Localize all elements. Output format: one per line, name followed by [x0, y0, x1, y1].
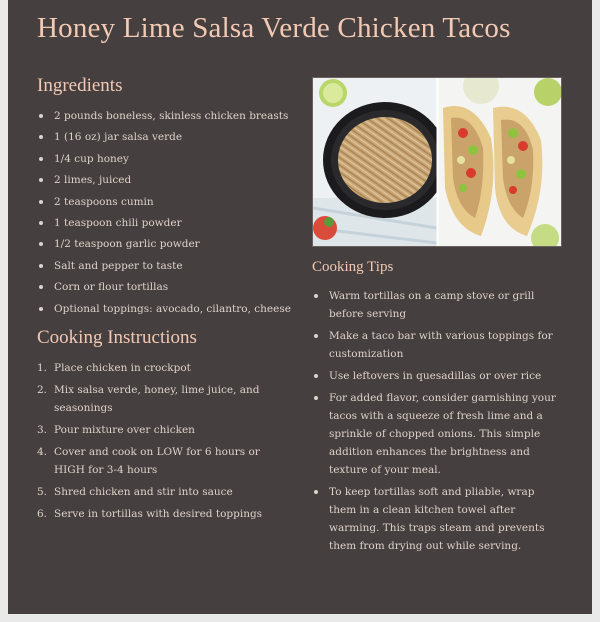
- list-item: 2 limes, juiced: [37, 171, 287, 192]
- tips-heading: Cooking Tips: [312, 259, 394, 275]
- photo-illustration-icon: [313, 78, 561, 246]
- page-title: Honey Lime Salsa Verde Chicken Tacos: [37, 12, 511, 44]
- list-item: 2 teaspoons cumin: [37, 193, 287, 214]
- list-item: [37, 381, 285, 417]
- recipe-page: [8, 0, 592, 614]
- step-number: 4.: [37, 446, 48, 458]
- list-item: Warm tortillas on a camp stove or grill before serving: [312, 287, 562, 323]
- ingredients-list: [37, 107, 291, 321]
- list-item: [37, 359, 285, 377]
- list-item: To keep tortillas soft and pliable, wrap them in a clean kitchen towel after warming. This traps steam and prevents them from drying out while serving.: [312, 483, 562, 555]
- list-item: Use leftovers in quesadillas or over rice: [312, 367, 562, 385]
- tips-list: [312, 287, 562, 559]
- step-number: 6.: [37, 508, 48, 520]
- step-number: 2.: [37, 384, 48, 396]
- instructions-list: [37, 359, 285, 527]
- step-number: 5.: [37, 486, 48, 498]
- step-text: Mix salsa verde, honey, lime juice, and seasonings: [54, 384, 260, 414]
- step-text: Pour mixture over chicken: [54, 424, 195, 436]
- ingredients-heading: Ingredients: [37, 75, 123, 96]
- list-item: [37, 505, 285, 523]
- step-text: Serve in tortillas with desired toppings: [54, 508, 263, 520]
- list-item: 1/2 teaspoon garlic powder: [37, 235, 287, 256]
- list-item: Corn or flour tortillas: [37, 278, 287, 299]
- instructions-heading: Cooking Instructions: [37, 327, 197, 348]
- list-item: [37, 483, 285, 501]
- list-item: Optional toppings: avocado, cilantro, cheese: [37, 300, 287, 321]
- list-item: For added flavor, consider garnishing your tacos with a squeeze of fresh lime and a sprinkle of chopped onions. This simple addition enhances the brightness and texture of your meal.: [312, 389, 562, 479]
- recipe-photo: [312, 77, 562, 247]
- list-item: Make a taco bar with various toppings for customization: [312, 327, 562, 363]
- step-text: Place chicken in crockpot: [54, 362, 191, 374]
- list-item: Salt and pepper to taste: [37, 257, 287, 278]
- list-item: 1/4 cup honey: [37, 150, 287, 171]
- list-item: 2 pounds boneless, skinless chicken breasts: [37, 107, 287, 128]
- list-item: [37, 443, 285, 479]
- list-item: [37, 421, 285, 439]
- step-text: Cover and cook on LOW for 6 hours or HIGH for 3-4 hours: [54, 446, 260, 476]
- step-number: 1.: [37, 362, 48, 374]
- list-item: 1 teaspoon chili powder: [37, 214, 287, 235]
- step-number: 3.: [37, 424, 48, 436]
- list-item: 1 (16 oz) jar salsa verde: [37, 128, 287, 149]
- step-text: Shred chicken and stir into sauce: [54, 486, 233, 498]
